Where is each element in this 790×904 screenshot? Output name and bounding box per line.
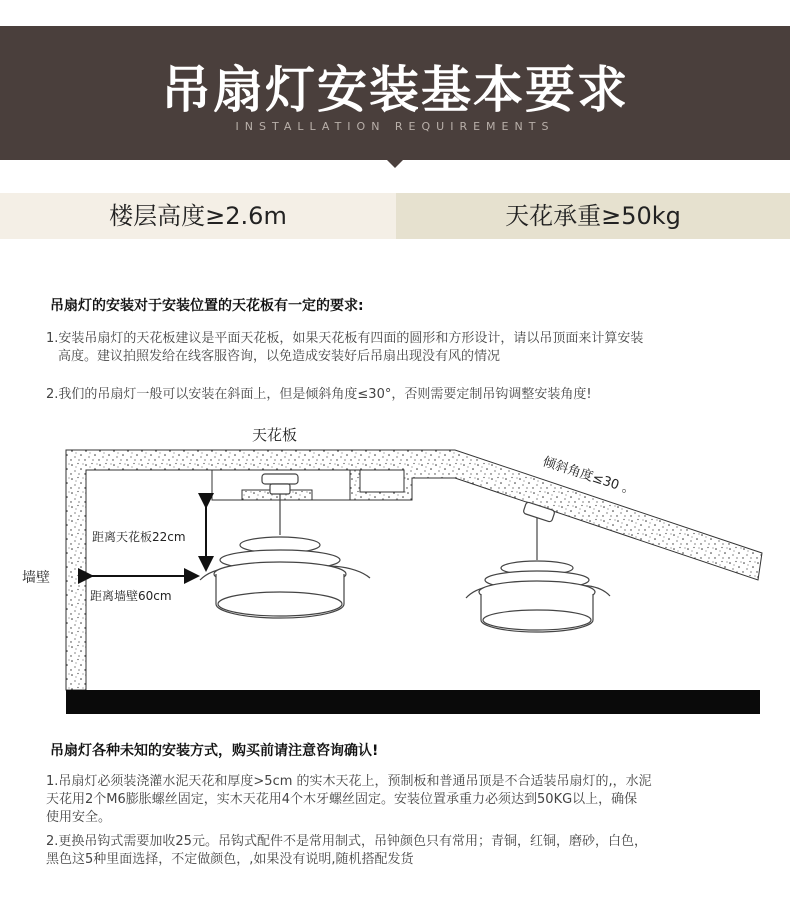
section2-item2-line2: 黑色这5种里面选择，不定做颜色，,如果没有说明,随机搭配发货 (46, 852, 414, 867)
section1-item1-line2: 高度。建议拍照发给在线客服咨询，以免造成安装好后吊扇出现没有风的情况 (58, 349, 501, 364)
page-title: 吊扇灯安装基本要求 (161, 61, 629, 119)
ceiling-label: 天花板 (252, 426, 298, 444)
section1-heading: 吊扇灯的安装对于安装位置的天花板有一定的要求: (50, 298, 364, 314)
section1-item1-line1: 1.安装吊扇灯的天花板建议是平面天花板，如果天花板有四面的圆形和方形设计，请以吊顶面来计算安装 (46, 331, 644, 346)
section2-item2-line1: 2.更换吊钩式需要加收25元。吊钩式配件不是常用制式，吊钟颜色只有常用；青铜，红铜，磨砂，白色， (46, 834, 647, 849)
tilt-angle-label: 倾斜角度≤30 。 (540, 454, 638, 499)
section2-heading: 吊扇灯各种未知的安装方式，购买前请注意咨询确认! (50, 743, 379, 759)
page-subtitle: INSTALLATION REQUIREMENTS (235, 120, 555, 133)
banner-notch (386, 159, 404, 168)
wall-distance-label: 距离墙壁60cm (90, 589, 172, 603)
floor-height-requirement: 楼层高度≥2.6m (0, 193, 396, 239)
wall-label: 墙壁 (22, 570, 50, 586)
section2-item1-line1: 1.吊扇灯必须装浇灌水泥天花和厚度>5cm 的实木天花上，预制板和普通吊顶是不合适装吊扇灯的,，水泥 (46, 774, 652, 789)
floor (66, 690, 760, 714)
ceiling-distance-label: 距离天花板22cm (92, 530, 186, 544)
section1-item2: 2.我们的吊扇灯一般可以安装在斜面上，但是倾斜角度≤30°，否则需要定制吊钩调整安装角度! (46, 387, 592, 402)
ceiling-load-requirement: 天花承重≥50kg (396, 193, 790, 239)
installation-diagram (0, 420, 790, 720)
ceiling-slab (66, 450, 762, 690)
section2-item1-line3: 使用安全。 (46, 810, 112, 825)
section2-item1-line2: 天花用2个M6膨胀螺丝固定，实木天花用4个木牙螺丝固定。安装位置承重力必须达到50KG以上，确保 (46, 792, 638, 807)
